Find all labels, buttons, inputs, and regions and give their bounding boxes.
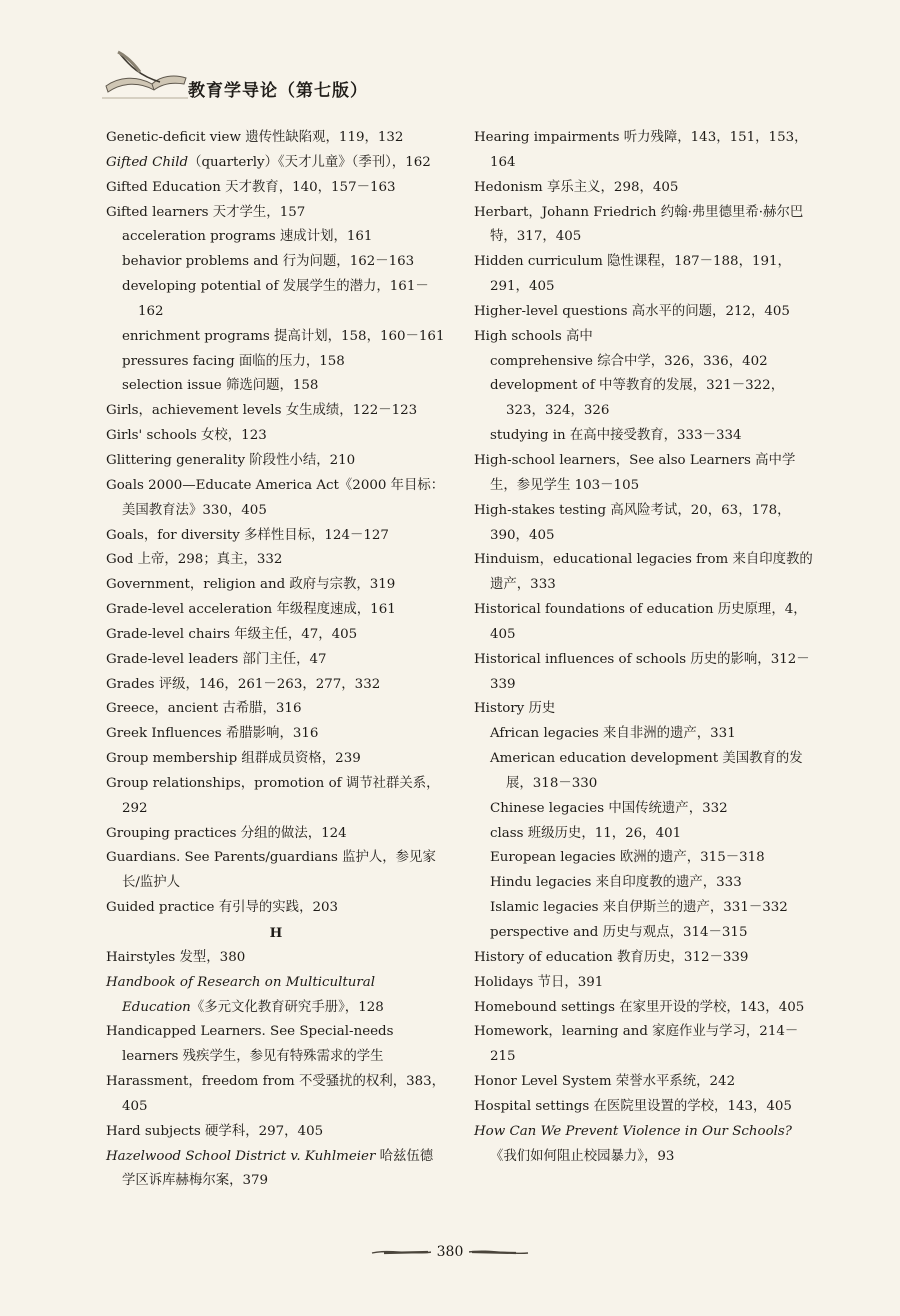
entry-text: Hinduism，educational legacies from 来自印度教的遗产，333 [474,552,813,593]
entry-text: 哈兹伍德学区诉库赫梅尔案，379 [122,1148,434,1189]
entry-text: History 历史 [474,701,556,717]
entry-text: Group membership 组群成员资格，239 [106,751,361,767]
entry-text: （quarterly）《天才儿童》（季刊），162 [188,154,431,170]
index-subentry [474,747,814,797]
index-entry [106,697,446,722]
entry-text: selection issue 筛选问题，158 [122,378,319,394]
index-subentry [474,871,814,896]
entry-text: Hidden curriculum 隐性课程，187－188，191，291，405 [474,254,791,295]
entry-text: Gifted learners 天才学生，157 [106,204,306,220]
entry-text: Herbart，Johann Friedrich 约翰·弗里德里希·赫尔巴特，317，405 [474,204,804,245]
entry-text: studying in 在高中接受教育，333－334 [490,428,742,444]
index-entry [474,697,814,722]
entry-text: Grade-level leaders 部门主任，47 [106,651,327,667]
entry-text: Hairstyles 发型，380 [106,949,246,965]
index-entry [474,971,814,996]
index-entry [474,300,814,325]
index-entry [474,946,814,971]
entry-text: Genetic-deficit view 遗传性缺陷观，119，132 [106,130,404,145]
index-subentry [474,896,814,921]
page-number: 380 [431,1244,470,1260]
entry-text: developing potential of 发展学生的潜力，161－162 [122,279,429,319]
entry-text: Hindu legacies 来自印度教的遗产，333 [490,875,742,891]
index-entry [474,1070,814,1095]
index-entry [474,176,814,201]
entry-text: Historical foundations of education 历史原理，4，405 [474,602,807,642]
index-entry [106,201,446,226]
entry-text: High-school learners，See also Learners 高中学生，参见学生 103－105 [474,452,796,493]
entry-text: Group relationships，promotion of 调节社群关系，292 [106,775,440,816]
entry-text: Homework，learning and 家庭作业与学习，214－215 [474,1024,799,1065]
entry-text: comprehensive 综合中学，326，336，402 [490,353,768,369]
index-entry [106,1070,446,1120]
index-entry [106,1120,446,1145]
index-subentry [106,225,446,250]
index-entry [106,747,446,772]
index-entry [106,673,446,698]
index-entry [106,151,446,176]
entry-text: Goals 2000—Educate America Act《2000 年目标：美国教育法》330，405 [106,477,445,518]
index-entry [474,648,814,698]
entry-text: African legacies 来自非洲的遗产，331 [490,726,736,742]
entry-text: Higher-level questions 高水平的问题，212，405 [474,303,790,319]
entry-text: development of 中等教育的发展，321－322，323，324，326 [490,378,785,419]
entry-text: Girls' schools 女校，123 [106,428,267,444]
entry-text: Holidays 节日，391 [474,974,604,990]
index-entry [106,449,446,474]
index-entry [474,548,814,598]
index-subentry [474,722,814,747]
entry-text: Hospital settings 在医院里设置的学校，143，405 [474,1098,792,1114]
index-subentry [106,325,446,350]
index-subentry [106,275,446,325]
entry-italic-title: Hazelwood School District v. Kuhlmeier [106,1148,376,1164]
index-subentry [106,374,446,399]
entry-text: Grades 评级，146，261－263，277，332 [106,676,381,692]
index-entry [106,524,446,549]
entry-text: Government，religion and 政府与宗教，319 [106,577,396,593]
index-entry [474,325,814,350]
index-subentry [106,350,446,375]
entry-text: Handicapped Learners. See Special-needs learners 残疾学生，参见有特殊需求的学生 [106,1024,394,1065]
entry-text: enrichment programs 提高计划，158，160－161 [122,328,445,344]
index-entry [106,1145,446,1195]
entry-text: European legacies 欧洲的遗产，315－318 [490,850,765,866]
entry-text: behavior problems and 行为问题，162－163 [122,254,415,270]
index-subentry [474,374,814,424]
entry-text: History of education 教育历史，312－339 [474,949,749,965]
entry-text: American education development 美国教育的发展，318－330 [490,751,803,791]
entry-text: Historical influences of schools 历史的影响，312－339 [474,651,810,692]
index-entry [474,201,814,251]
entry-text: God 上帝，298；真主，332 [106,552,283,568]
entry-text: pressures facing 面临的压力，158 [122,353,345,369]
index-subentry [474,846,814,871]
index-entry [106,946,446,971]
index-subentry [106,250,446,275]
index-subentry [474,822,814,847]
entry-text: Girls，achievement levels 女生成绩，122－123 [106,403,418,419]
index-entry [106,722,446,747]
index-column-right [474,126,814,1169]
book-title: 教育学导论（第七版） [188,81,368,101]
entry-text: Islamic legacies 来自伊斯兰的遗产，331－332 [490,900,788,916]
entry-italic-title: How Can We Prevent Violence in Our Schools? [474,1123,792,1139]
index-entry [106,822,446,847]
index-entry [106,548,446,573]
index-entry [474,126,814,176]
entry-text: High schools 高中 [474,328,593,344]
index-entry [106,598,446,623]
entry-text: Greece，ancient 古希腊，316 [106,701,302,717]
index-entry [106,424,446,449]
entry-text: acceleration programs 速成计划，161 [122,229,373,245]
entry-text: Chinese legacies 中国传统遗产，332 [490,800,728,816]
index-entry [474,449,814,499]
index-entry [106,573,446,598]
index-entry [106,896,446,921]
entry-text: Grouping practices 分组的做法，124 [106,825,347,841]
index-entry [106,648,446,673]
index-entry [106,772,446,822]
index-entry [106,623,446,648]
index-entry [106,1020,446,1070]
entry-italic-title: Gifted Child [106,154,189,170]
index-entry [106,399,446,424]
index-column-left [106,126,446,1194]
index-entry [474,1120,814,1170]
entry-italic-title: Handbook of Research on Multicultural Education [106,974,376,1015]
entry-text: Guardians. See Parents/guardians 监护人，参见家长/监护人 [106,850,436,891]
entry-text: 《多元文化教育研究手册》，128 [190,999,384,1015]
entry-text: 《我们如何阻止校园暴力》，93 [490,1148,675,1164]
index-subentry [474,350,814,375]
entry-text: Goals，for diversity 多样性目标，124－127 [106,527,389,543]
entry-text: High-stakes testing 高风险考试，20，63，178，390，405 [474,502,791,543]
entry-text: Guided practice 有引导的实践，203 [106,900,339,916]
entry-text: Hearing impairments 听力残障，143，151，153，164 [474,130,808,170]
index-entry [106,126,446,151]
index-entry [474,598,814,648]
index-entry [474,499,814,549]
index-entry [474,1095,814,1120]
entry-text: Honor Level System 荣誉水平系统，242 [474,1074,736,1090]
running-header [100,46,430,106]
entry-text: Greek Influences 希腊影响，316 [106,726,319,742]
entry-text: perspective and 历史与观点，314－315 [490,925,748,940]
index-letter-heading: H [269,925,283,941]
index-subentry [474,797,814,822]
index-subentry [474,921,814,946]
entry-text: Harassment，freedom from 不受骚扰的权利，383，405 [106,1074,446,1114]
entry-text: Glittering generality 阶段性小结，210 [106,452,356,468]
entry-text: Gifted Education 天才教育，140，157－163 [106,179,396,195]
index-entry [474,250,814,300]
entry-text: class 班级历史，11，26，401 [490,825,682,841]
index-entry [106,176,446,201]
index-subentry [474,424,814,449]
index-entry [106,846,446,896]
book-quill-icon [100,46,190,106]
page-footer [0,1241,900,1261]
index-entry [474,1020,814,1070]
entry-text: Hard subjects 硬学科，297，405 [106,1123,324,1139]
index-entry [106,474,446,524]
index-entry [474,996,814,1021]
entry-text: Hedonism 享乐主义，298，405 [474,179,679,195]
entry-text: Homebound settings 在家里开设的学校，143，405 [474,999,805,1015]
entry-text: Grade-level chairs 年级主任，47，405 [106,626,358,642]
entry-text: Grade-level acceleration 年级程度速成，161 [106,602,396,618]
index-entry [106,971,446,1021]
